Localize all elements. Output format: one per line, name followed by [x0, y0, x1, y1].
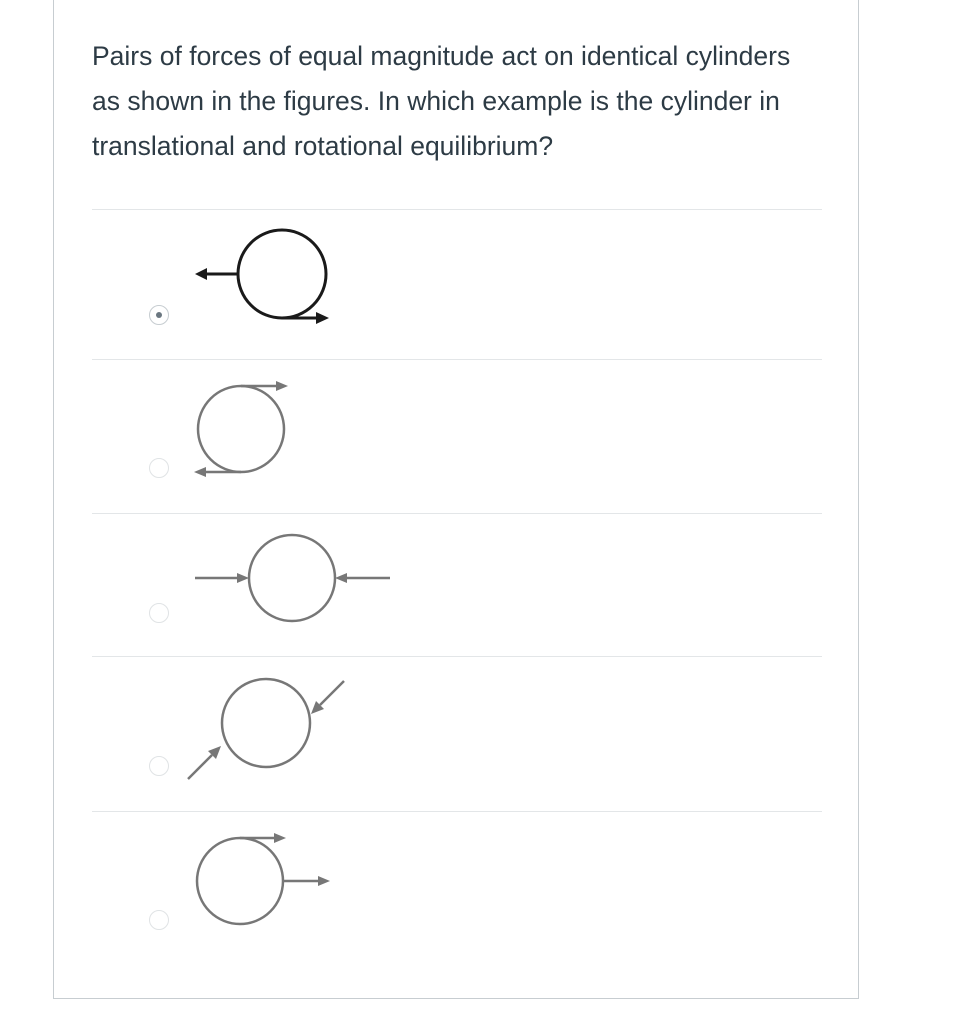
answer-option-1[interactable] — [92, 209, 822, 359]
cylinder-circle — [197, 838, 283, 924]
question-text: Pairs of forces of equal magnitude act on identical cylinders as shown in the figures. In which example is the cylinder in translational and rotational equilibrium? — [92, 41, 791, 161]
force-arrow-upper-right — [320, 681, 344, 705]
arrowhead-from-left — [237, 573, 249, 583]
answer-option-4[interactable] — [92, 656, 822, 811]
arrowhead-right — [316, 312, 329, 324]
cylinder-figure-2 — [92, 360, 822, 514]
cylinder-figure-5 — [92, 812, 822, 962]
arrowhead-top-right — [276, 381, 288, 391]
arrowhead-from-right — [335, 573, 347, 583]
cylinder-figure-4 — [92, 657, 822, 812]
arrowhead-top — [274, 833, 286, 843]
force-arrow-lower-left — [188, 755, 212, 779]
arrowhead-left — [195, 268, 207, 280]
cylinder-circle — [249, 535, 335, 621]
answer-list — [92, 209, 822, 961]
answer-option-5[interactable] — [92, 811, 822, 961]
cylinder-figure-3 — [92, 514, 822, 657]
question-card — [53, 0, 859, 999]
cylinder-figure-1 — [92, 210, 822, 360]
cylinder-circle — [238, 230, 326, 318]
answer-option-3[interactable] — [92, 513, 822, 656]
cylinder-circle — [198, 386, 284, 472]
arrowhead-bottom-left — [194, 467, 206, 477]
cylinder-circle — [222, 679, 310, 767]
arrowhead-right — [318, 876, 330, 886]
answer-option-2[interactable] — [92, 359, 822, 513]
